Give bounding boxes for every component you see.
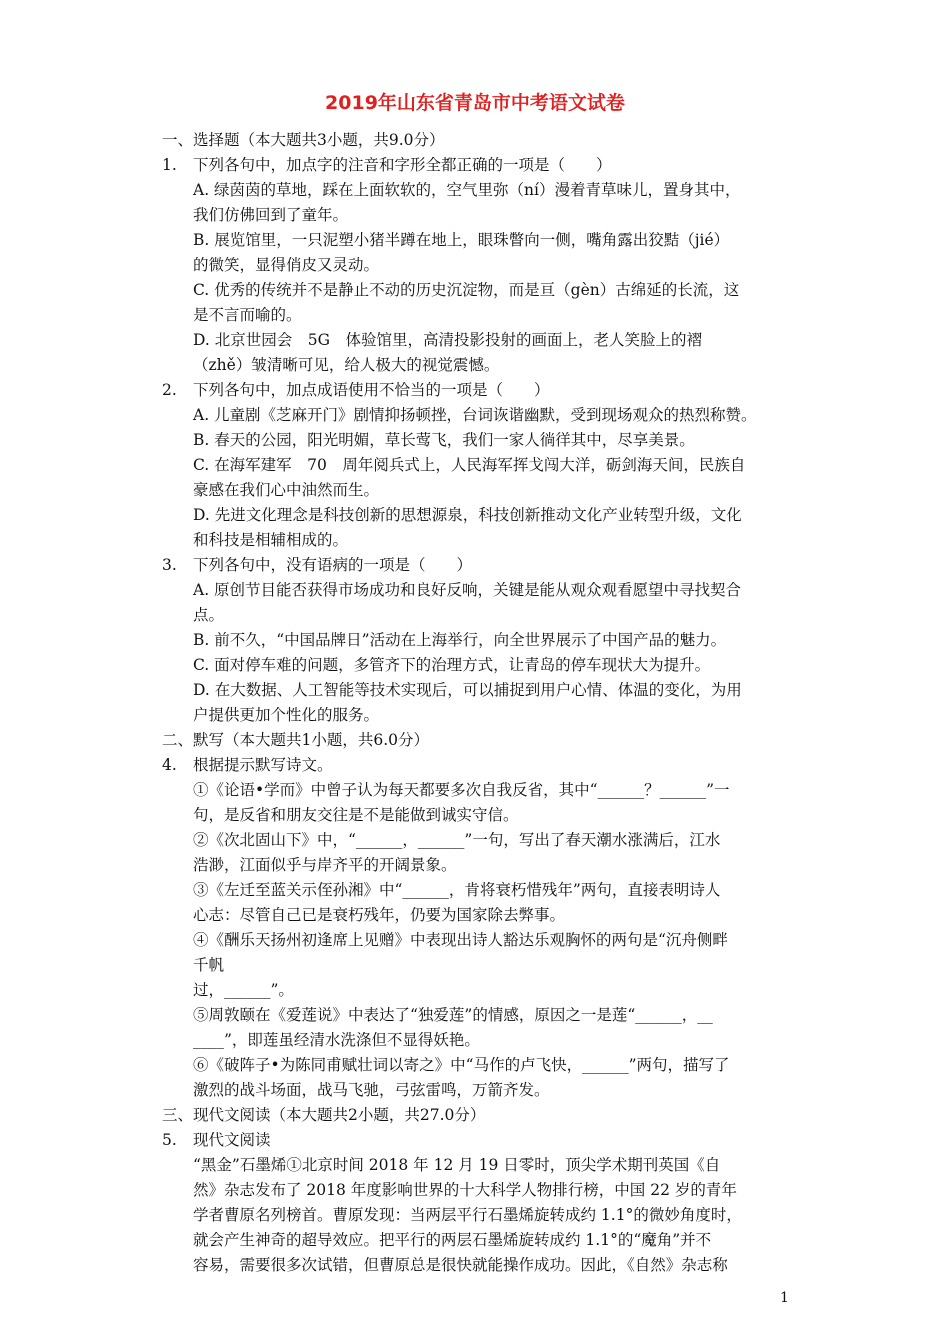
text-line: ⑥《破阵子•为陈同甫赋壮词以寄之》中“马作的卢飞快，______”两句，描写了 [193,1056,730,1074]
section-heading: 二、默写（本大题共1小题，共6.0分） [162,731,430,749]
text-line: C. 优秀的传统并不是静止不动的历史沉淀物，而是亘（gèn）古绵延的长流，这 [193,281,740,299]
text-line: A. 绿茵茵的草地，踩在上面软软的，空气里弥（ní）漫着青草味儿，置身其中， [193,181,741,199]
question-number: 5. [162,1131,177,1149]
text-line: 我们仿佛回到了童年。 [193,206,349,224]
text-line: （zhě）皱清晰可见，给人极大的视觉震憾。 [193,356,500,374]
text-line: B. 前不久，“中国品牌日”活动在上海举行，向全世界展示了中国产品的魅力。 [193,631,727,649]
text-line: 是不言而喻的。 [193,306,302,324]
question-number: 4. [162,756,177,774]
text-line: D. 在大数据、人工智能等技术实现后，可以捕捉到用户心情、体温的变化，为用 [193,681,742,699]
text-line: D. 先进文化理念是科技创新的思想源泉，科技创新推动文化产业转型升级，文化 [193,506,742,524]
text-line: ①《论语•学而》中曾子认为每天都要多次自我反省，其中“______？______”一 [193,781,730,799]
text-line: 下列各句中，加点字的注音和字形全都正确的一项是（ ） [193,156,612,174]
text-line: 现代文阅读 [193,1131,271,1149]
text-line: C. 面对停车难的问题，多管齐下的治理方式，让青岛的停车现状大为提升。 [193,656,711,674]
text-line: A. 儿童剧《芝麻开门》剧情抑扬顿挫，台词诙谐幽默，受到现场观众的热烈称赞。 [193,406,757,424]
text-line: 下列各句中，没有语病的一项是（ ） [193,556,473,574]
section-heading: 一、选择题（本大题共3小题，共9.0分） [162,131,445,149]
text-line: 根据提示默写诗文。 [193,756,333,774]
text-line: ④《酬乐天扬州初逢席上见赠》中表现出诗人豁达乐观胸怀的两句是“沉舟侧畔 [193,931,728,949]
text-line: 心志：尽管自己已是衰朽残年，仍要为国家除去弊事。 [193,906,566,924]
text-line: “黑金”石墨烯①北京时间 2018 年 12 月 19 日零时，顶尖学术期刊英国《自 [193,1156,721,1174]
text-line: 的微笑，显得俏皮又灵动。 [193,256,380,274]
text-line: D. 北京世园会 5G 体验馆里，高清投影投射的画面上，老人笑脸上的褶 [193,331,702,349]
text-line: 容易，需要很多次试错，但曹原总是很快就能操作成功。因此，《自然》杂志称 [193,1256,728,1274]
section-heading: 三、现代文阅读（本大题共2小题，共27.0分） [162,1106,486,1124]
text-line: 豪感在我们心中油然而生。 [193,481,380,499]
text-line: ③《左迁至蓝关示侄孙湘》中“______，肯将衰朽惜残年”两句，直接表明诗人 [193,881,721,899]
question-number: 1. [162,156,177,174]
text-line: 然》杂志发布了 2018 年度影响世界的十大科学人物排行榜，中国 22 岁的青年 [193,1181,737,1199]
text-line: ⑤周敦颐在《爱莲说》中表达了“独爱莲”的情感，原因之一是莲“______，__ [193,1006,713,1024]
text-line: 千帆 [193,956,225,974]
text-line: B. 展览馆里，一只泥塑小猪半蹲在地上，眼珠瞥向一侧，嘴角露出狡黠（jié） [193,231,730,249]
text-line: B. 春天的公园，阳光明媚，草长莺飞，我们一家人徜徉其中，尽享美景。 [193,431,695,449]
question-number: 3. [162,556,177,574]
text-line: 点。 [193,606,225,624]
text-line: ②《次北固山下》中，“______，______”一句，写出了春天潮水涨满后，江水 [193,831,721,849]
text-line: 学者曹原名列榜首。曹原发现：当两层平行石墨烯旋转成约 1.1°的微妙角度时， [193,1206,742,1224]
text-line: 下列各句中，加点成语使用不恰当的一项是（ ） [193,381,550,399]
text-line: C. 在海军建军 70 周年阅兵式上，人民海军挥戈闯大洋，砺剑海天间，民族自 [193,456,746,474]
page-title: 2019年山东省青岛市中考语文试卷 [325,92,625,114]
text-line: 句，是反省和朋友交往是不是能做到诚实守信。 [193,806,519,824]
page-number: 1 [780,1290,789,1306]
text-line: 激烈的战斗场面，战马飞驰，弓弦雷鸣，万箭齐发。 [193,1081,550,1099]
text-line: ____”，即莲虽经清水洗涤但不显得妖艳。 [193,1031,480,1049]
text-line: A. 原创节目能否获得市场成功和良好反响，关键是能从观众观看愿望中寻找契合 [193,581,742,599]
question-number: 2. [162,381,177,399]
text-line: 和科技是相辅相成的。 [193,531,349,549]
text-line: 过，______”。 [193,981,294,999]
text-line: 户提供更加个性化的服务。 [193,706,380,724]
text-line: 浩渺，江面似乎与岸齐平的开阔景象。 [193,856,457,874]
text-line: 就会产生神奇的超导效应。把平行的两层石墨烯旋转成约 1.1°的“魔角”并不 [193,1231,712,1249]
